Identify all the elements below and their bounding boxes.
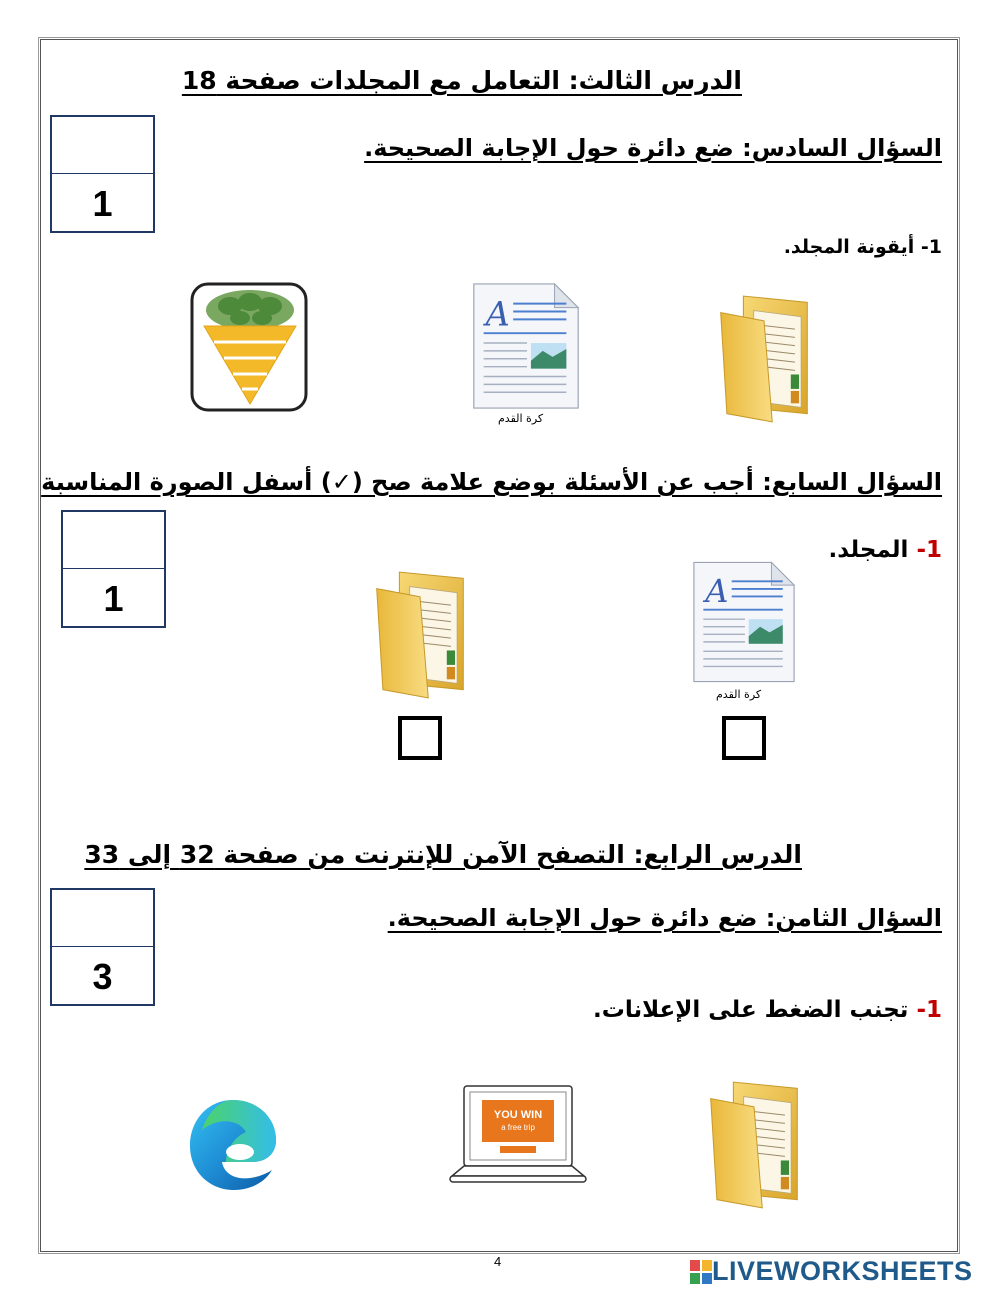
q7-item1-text: المجلد. bbox=[828, 537, 909, 563]
folder-icon[interactable] bbox=[712, 292, 816, 430]
q6-item1-label: 1- أيقونة المجلد. bbox=[783, 236, 942, 258]
document-caption: كرة القدم bbox=[716, 688, 762, 701]
q8-title: السؤال الثامن: ضع دائرة حول الإجابة الصحيحة. bbox=[387, 904, 942, 932]
q8-item1-number: 1- bbox=[916, 997, 942, 1023]
lesson4-title: الدرس الرابع: التصفح الآمن للإنترنت من صفحة 32 إلى 33 bbox=[84, 840, 802, 869]
laptop-ad-icon[interactable] bbox=[448, 1084, 588, 1194]
folder-icon[interactable] bbox=[368, 568, 472, 706]
carrot-app-icon[interactable] bbox=[190, 282, 310, 416]
q6-score: 1 bbox=[92, 183, 113, 224]
q8-score: 3 bbox=[92, 956, 113, 997]
q6-title: السؤال السادس: ضع دائرة حول الإجابة الصحيحة. bbox=[364, 134, 942, 162]
liveworksheets-logo bbox=[690, 1256, 973, 1287]
document-caption: كرة القدم bbox=[498, 412, 544, 425]
q8-item1-text: تجنب الضغط على الإعلانات. bbox=[592, 997, 909, 1023]
folder-icon[interactable] bbox=[702, 1078, 806, 1216]
q7-score: 1 bbox=[103, 578, 124, 619]
document-icon[interactable] bbox=[470, 282, 582, 414]
edge-browser-icon[interactable] bbox=[186, 1096, 280, 1196]
q8-item1 bbox=[593, 997, 942, 1023]
page-number: 4 bbox=[494, 1254, 502, 1269]
lesson3-title: الدرس الثالث: التعامل مع المجلدات صفحة 18 bbox=[181, 66, 742, 95]
document-icon[interactable] bbox=[692, 560, 796, 688]
checkbox-folder[interactable] bbox=[398, 716, 442, 760]
liveworksheets-logo-icon bbox=[690, 1260, 712, 1284]
q7-title: السؤال السابع: أجب عن الأسئلة بوضع علامة صح (✓) أسفل الصورة المناسبة bbox=[41, 468, 942, 496]
ad-text-line1: YOU WIN bbox=[493, 1109, 543, 1121]
q7-score-box bbox=[61, 510, 166, 628]
brand-name: LIVEWORKSHEETS bbox=[712, 1256, 973, 1286]
ad-text-line2: a free trip bbox=[501, 1123, 535, 1132]
q7-item1-number: 1- bbox=[916, 537, 942, 563]
q8-score-box bbox=[50, 888, 155, 1006]
checkbox-document[interactable] bbox=[722, 716, 766, 760]
q6-score-box bbox=[50, 115, 155, 233]
q7-item1 bbox=[828, 537, 942, 563]
page-border bbox=[40, 39, 958, 1252]
